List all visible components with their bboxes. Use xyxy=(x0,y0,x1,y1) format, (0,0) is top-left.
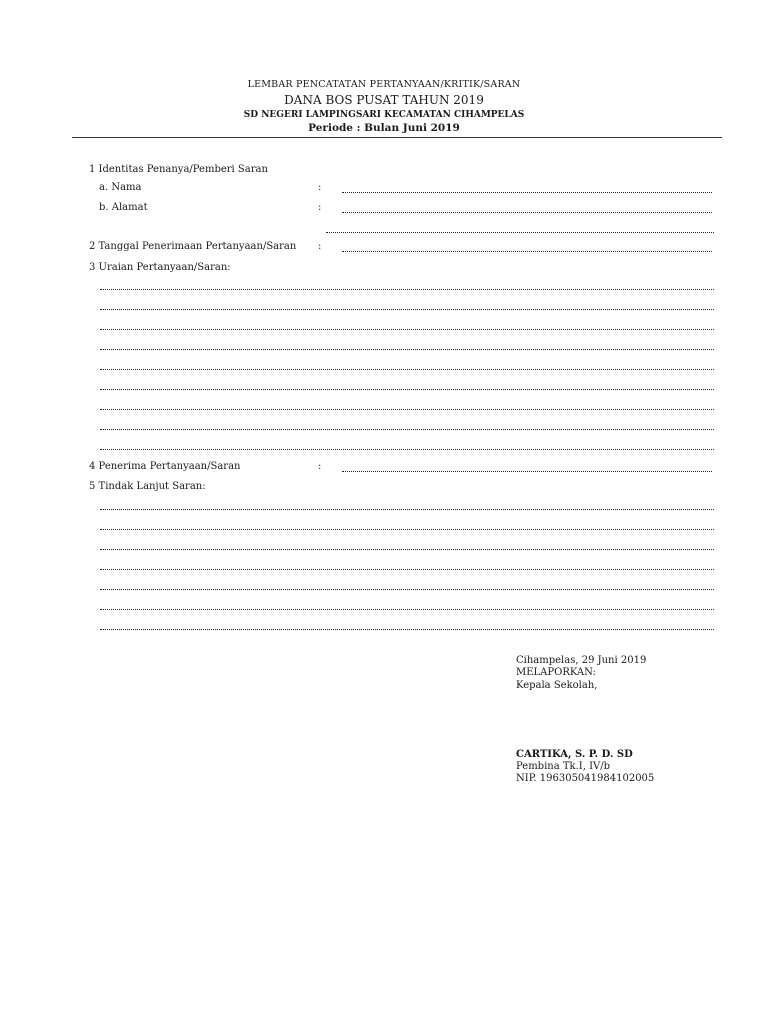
followup-line[interactable] xyxy=(100,509,714,510)
followup-line[interactable] xyxy=(100,589,714,590)
signer-role: Kepala Sekolah, xyxy=(516,680,598,691)
question-line[interactable] xyxy=(100,309,714,310)
program-title: DANA BOS PUSAT TAHUN 2019 xyxy=(284,93,484,107)
item-identity-label: 1 Identitas Penanya/Pemberi Saran xyxy=(89,164,268,175)
address-colon: : xyxy=(318,202,322,213)
reported-label: MELAPORKAN: xyxy=(516,667,596,678)
followup-line[interactable] xyxy=(100,629,714,630)
receiver-colon: : xyxy=(318,461,322,472)
address-field-line-2[interactable] xyxy=(326,232,714,233)
item-address-label: b. Alamat xyxy=(99,202,148,213)
question-line[interactable] xyxy=(100,409,714,410)
item-followup-label: 5 Tindak Lanjut Saran: xyxy=(89,481,206,492)
item-date-label: 2 Tanggal Penerimaan Pertanyaan/Saran xyxy=(89,241,297,252)
question-line[interactable] xyxy=(100,289,714,290)
question-line[interactable] xyxy=(100,429,714,430)
followup-line[interactable] xyxy=(100,549,714,550)
name-colon: : xyxy=(318,182,322,193)
date-field-line[interactable] xyxy=(342,251,712,252)
receiver-field-line[interactable] xyxy=(342,471,712,472)
followup-line[interactable] xyxy=(100,569,714,570)
name-field-line[interactable] xyxy=(342,192,712,193)
header-divider xyxy=(72,137,722,138)
signer-nip: NIP. 196305041984102005 xyxy=(516,773,655,784)
question-line[interactable] xyxy=(100,329,714,330)
question-line[interactable] xyxy=(100,349,714,350)
item-receiver-label: 4 Penerima Pertanyaan/Saran xyxy=(89,461,241,472)
signer-rank: Pembina Tk.I, IV/b xyxy=(516,761,611,772)
place-date: Cihampelas, 29 Juni 2019 xyxy=(516,655,647,666)
question-line[interactable] xyxy=(100,389,714,390)
followup-line[interactable] xyxy=(100,529,714,530)
question-line[interactable] xyxy=(100,449,714,450)
school-name: SD NEGERI LAMPINGSARI KECAMATAN CIHAMPELAS xyxy=(243,110,525,120)
item-name-label: a. Nama xyxy=(99,182,142,193)
period-label: Periode : Bulan Juni 2019 xyxy=(308,122,460,134)
form-title: LEMBAR PENCATATAN PERTANYAAN/KRITIK/SARAN xyxy=(247,79,521,90)
address-field-line[interactable] xyxy=(342,212,712,213)
date-colon: : xyxy=(318,241,322,252)
signer-name: CARTIKA, S. P. D. SD xyxy=(516,749,633,760)
followup-line[interactable] xyxy=(100,609,714,610)
question-line[interactable] xyxy=(100,369,714,370)
item-question-label: 3 Uraian Pertanyaan/Saran: xyxy=(89,262,231,273)
